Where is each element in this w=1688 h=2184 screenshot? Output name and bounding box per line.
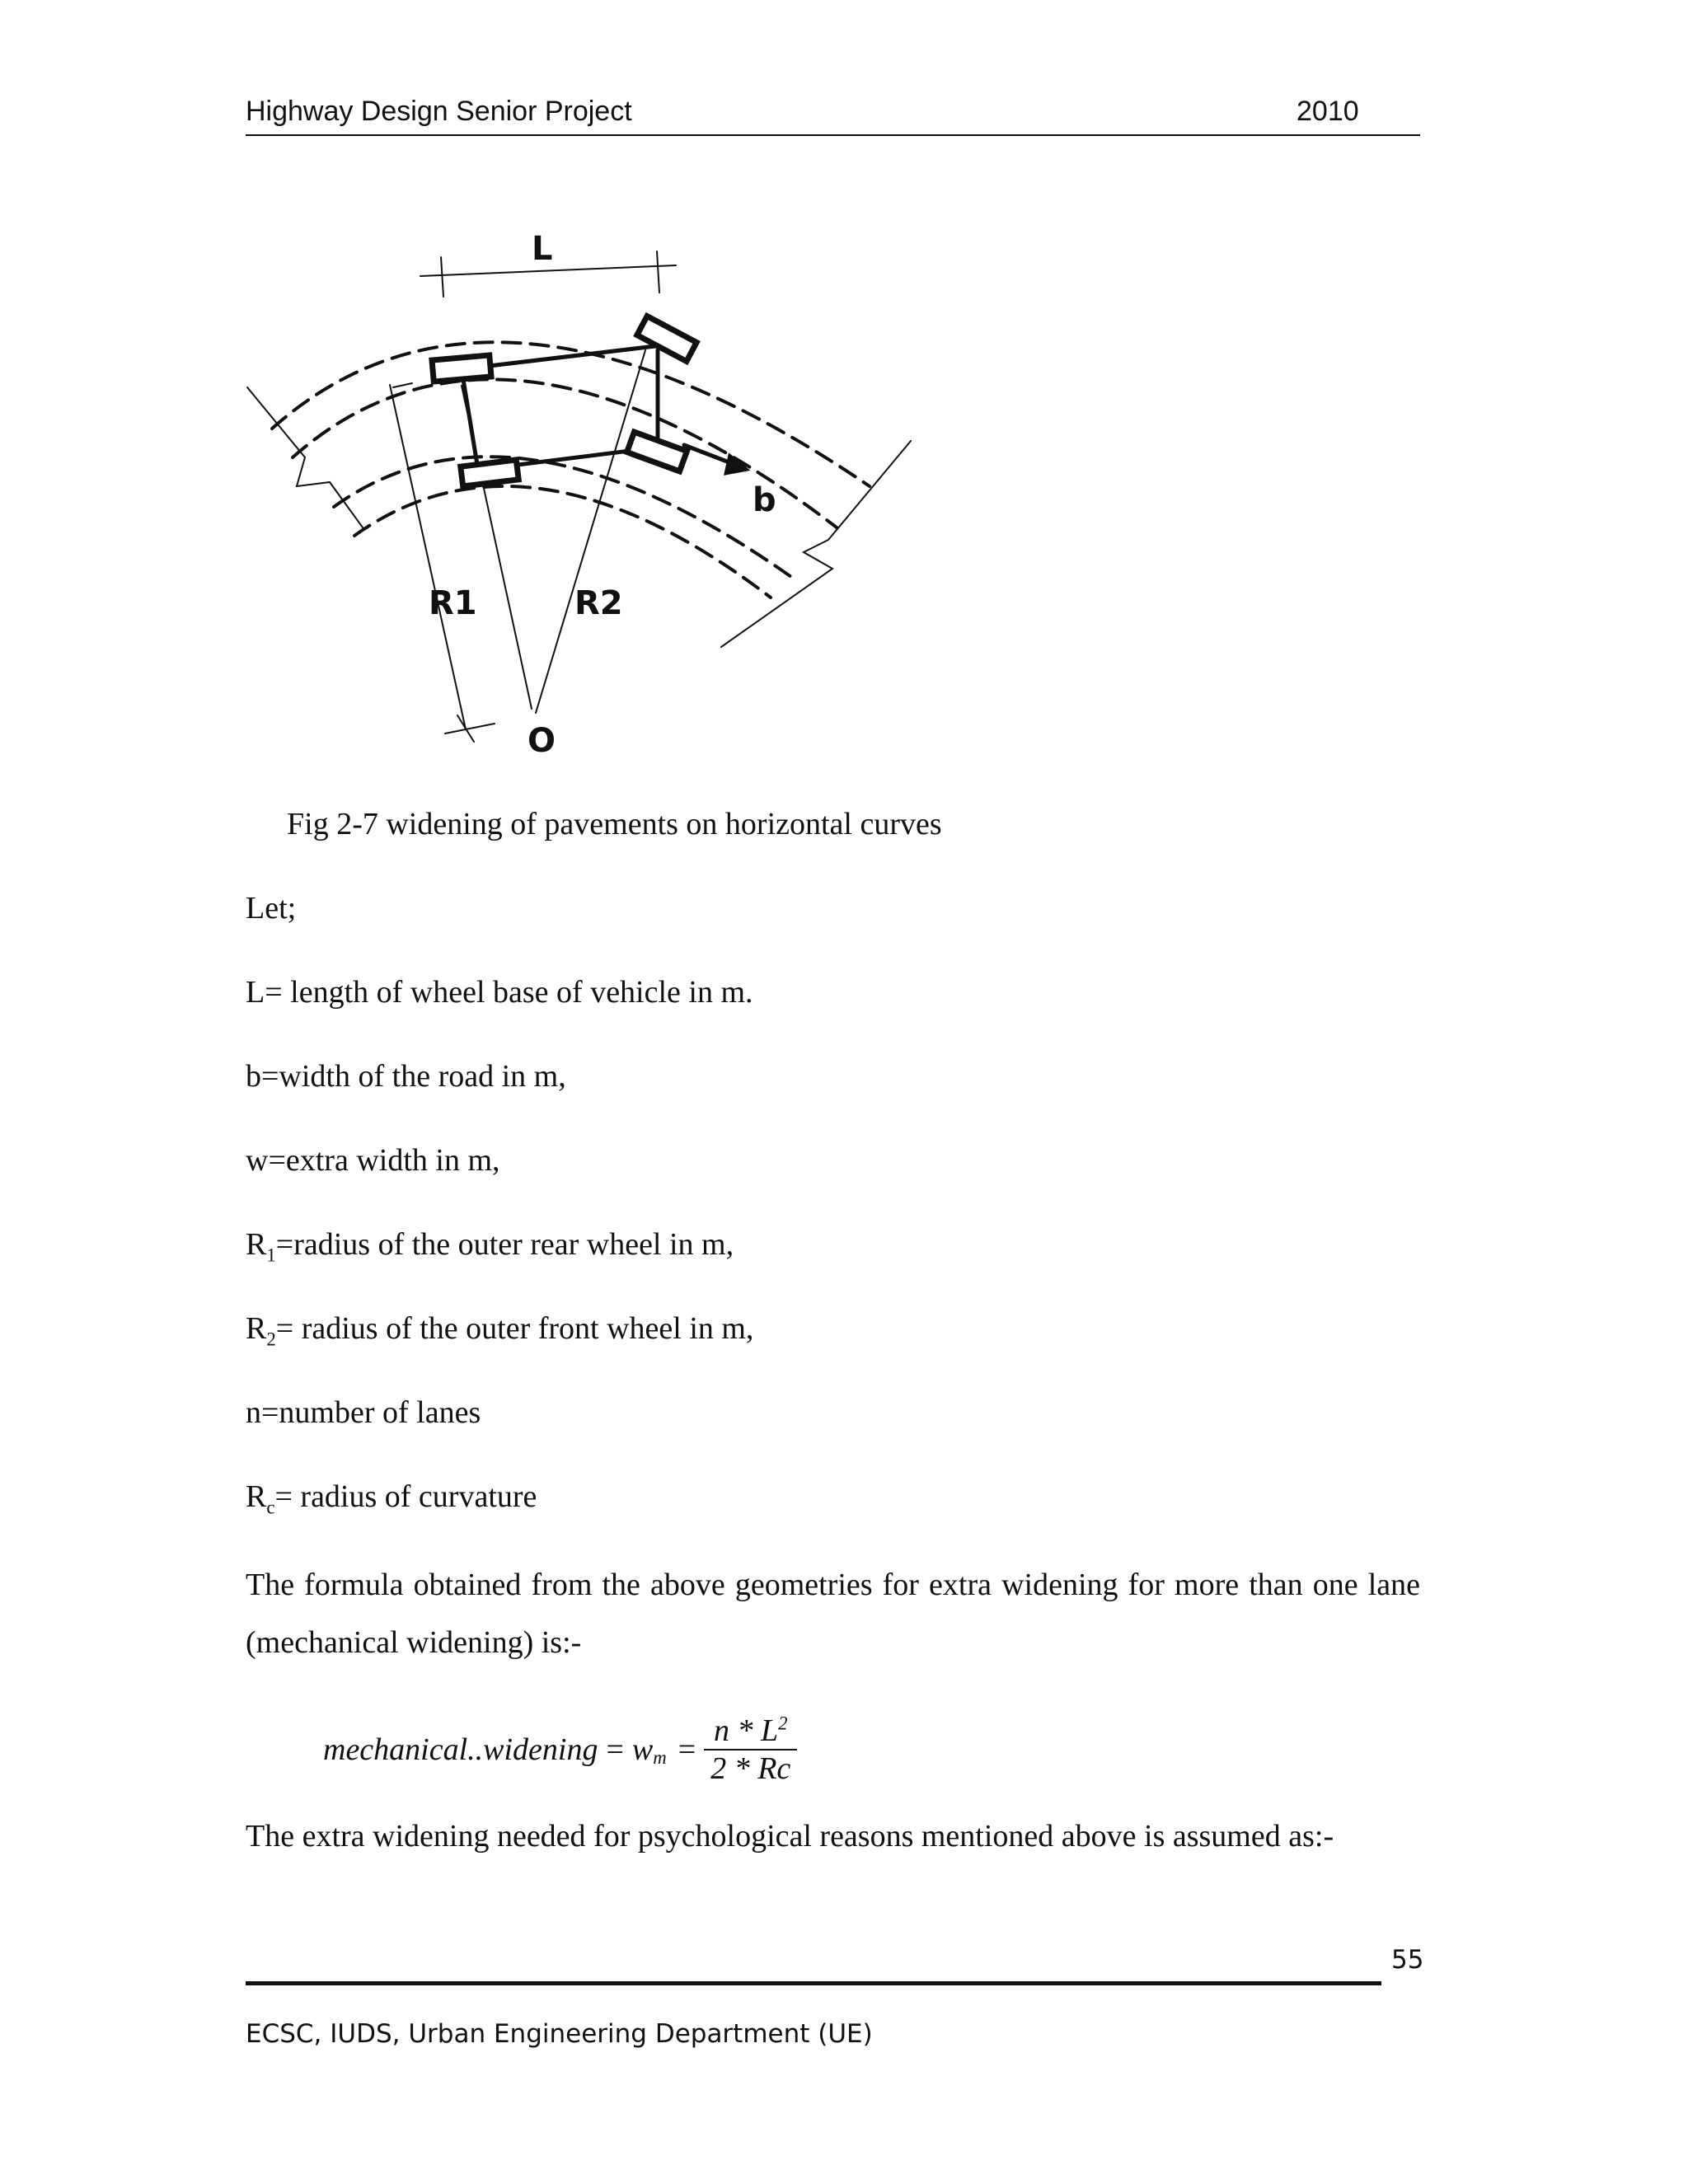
figure-caption: Fig 2-7 widening of pavements on horizontal curves	[287, 807, 942, 841]
definition-b: b=width of the road in m,	[246, 1059, 566, 1094]
header-title: Highway Design Senior Project	[246, 96, 632, 127]
header-year: 2010	[1296, 96, 1359, 127]
page-number: 55	[1391, 1945, 1424, 1975]
label-L: L	[532, 230, 553, 268]
paragraph-mechanical-widening: The formula obtained from the above geometries for extra widening for more than one lane (mechanical widening) is:-	[246, 1568, 1420, 1660]
footer-text: ECSC, IUDS, Urban Engineering Department (UE)	[246, 2019, 873, 2049]
definition-Rc: $R_c=$ radius of curvature	[246, 1479, 537, 1518]
formula-denominator: 2 * Rc	[710, 1751, 791, 1786]
paragraph-psychological-widening: The extra widening needed for psychological reasons mentioned above is assumed as:-	[246, 1819, 1334, 1854]
formula-eq-1: =	[606, 1732, 624, 1767]
formula-lhs: mechanical..widening	[323, 1732, 598, 1767]
definition-n: n=number of lanes	[246, 1395, 481, 1430]
header-rule	[246, 134, 1420, 136]
formula-fraction	[704, 1713, 797, 1787]
intro-text: Let;	[246, 891, 297, 926]
definition-R1: $R_1=radius$ of the outer rear wheel in m,	[246, 1227, 734, 1266]
footer-rule	[246, 1981, 1381, 1985]
mechanical-widening-formula	[323, 1704, 797, 1795]
label-b: b	[753, 481, 776, 519]
pavement-widening-diagram	[239, 223, 948, 766]
label-O: O	[528, 722, 556, 760]
label-R2: R2	[574, 584, 623, 622]
formula-w: w	[631, 1732, 654, 1767]
label-R1: R1	[429, 584, 477, 622]
formula-eq-2: =	[678, 1732, 696, 1767]
formula-numerator: n * $L^2$	[713, 1713, 788, 1748]
definition-w: w=extra width in m,	[246, 1143, 500, 1178]
definition-R2: $R_2=$ radius of the outer front wheel in m,	[246, 1311, 754, 1350]
definition-L: L= length of wheel base of vehicle in m.	[246, 975, 753, 1010]
formula-w-sub: m	[653, 1747, 667, 1768]
